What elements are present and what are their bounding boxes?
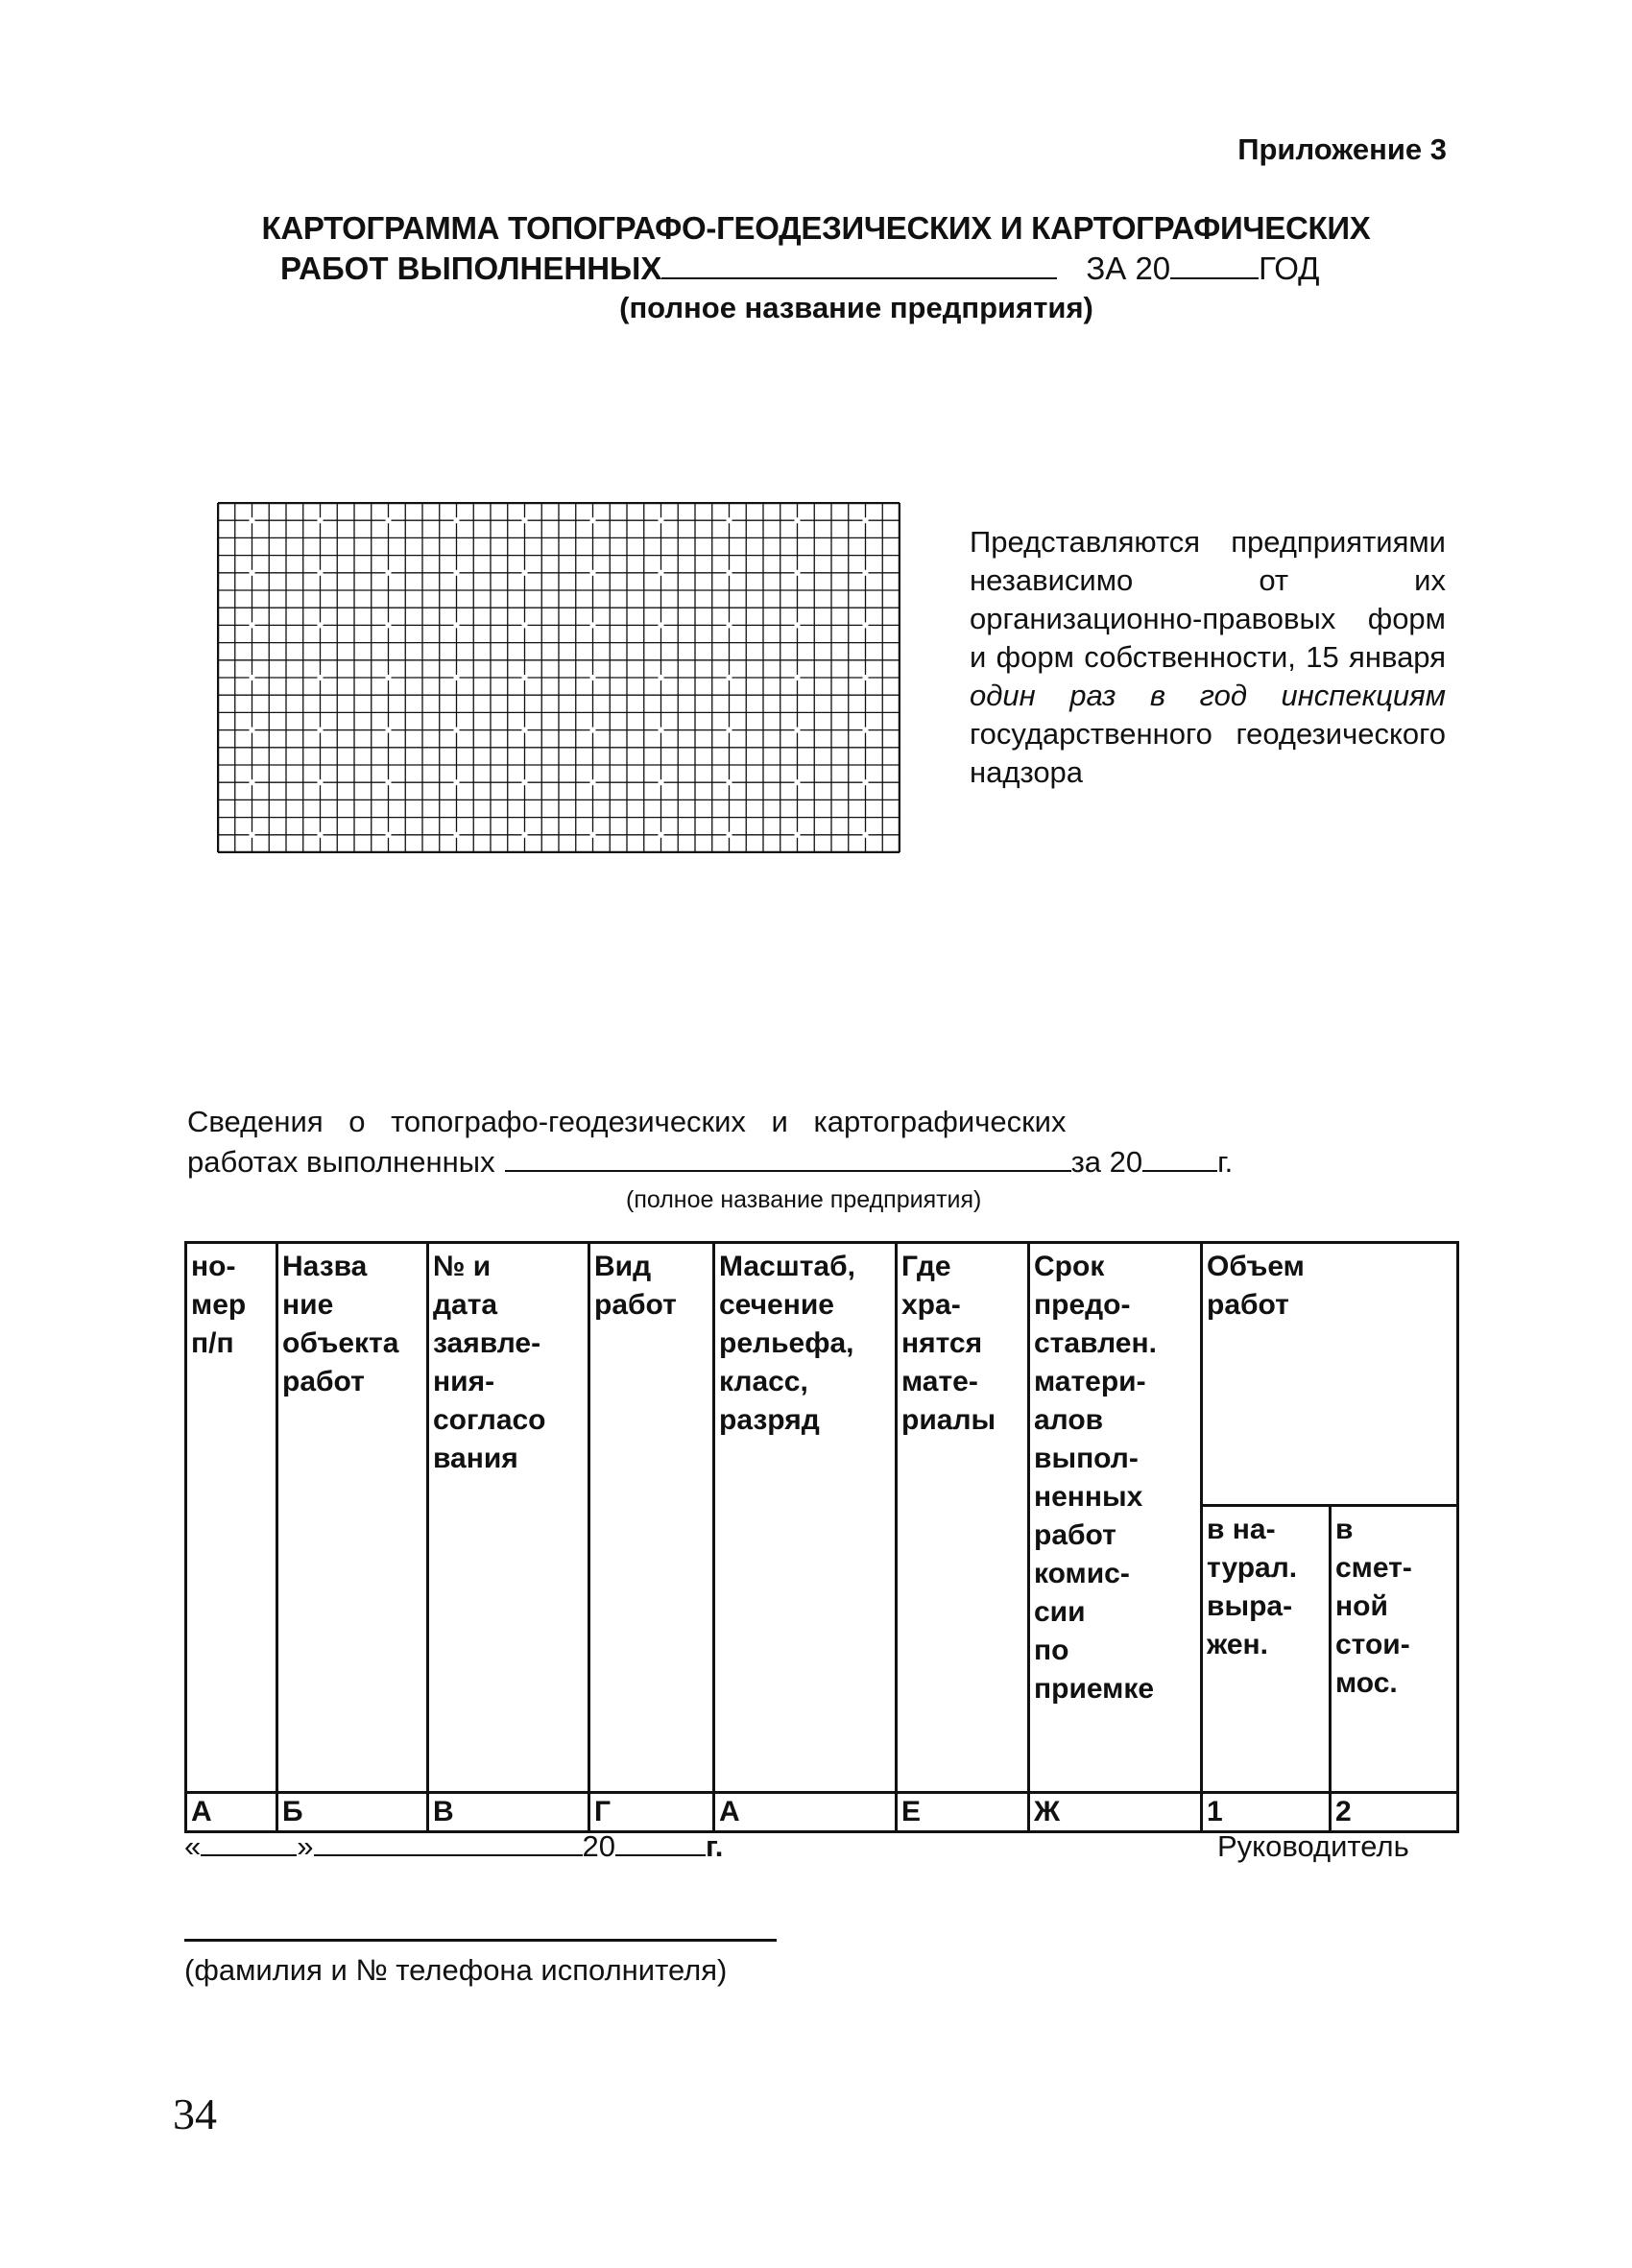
grid-cross-gap (659, 675, 664, 680)
header-cell: Назва ние объекта работ (277, 1243, 428, 1793)
title-year-suffix: ГОД (1259, 251, 1320, 286)
grid-cross-gap (795, 675, 801, 680)
grid-cross-gap (727, 832, 732, 838)
grid-cross-gap (386, 832, 392, 838)
grid-cross-gap (318, 675, 324, 680)
grid-cross-gap (454, 517, 460, 523)
column-letter: 2 (1331, 1793, 1458, 1832)
executor-caption: (фамилия и № телефона исполнителя) (184, 1953, 728, 1987)
grid-cross-gap (522, 622, 528, 628)
submission-note (970, 523, 1446, 792)
year-blank-2 (1142, 1145, 1217, 1172)
grid-cross-gap (590, 622, 596, 628)
info-prefix: работах выполненных (187, 1145, 495, 1179)
column-letter: А (714, 1793, 897, 1832)
grid-cross-gap (795, 728, 801, 733)
page-number: 34 (173, 2089, 217, 2138)
grid-cross-gap (659, 832, 664, 838)
grid-cross-gap (795, 832, 801, 838)
grid-cross-gap (522, 517, 528, 523)
grid-cross-gap (590, 832, 596, 838)
grid-cross-gap (250, 832, 255, 838)
executor-signature-line (184, 1939, 777, 1942)
grid-cross-gap (250, 622, 255, 628)
column-letter: В (428, 1793, 589, 1832)
grid-cross-gap (659, 728, 664, 733)
note-part1: Представляются предприятиями независимо от их организационно-правовых форм и форм собственности, 15 января (970, 525, 1446, 674)
column-letter: Г (589, 1793, 714, 1832)
title-prefix: РАБОТ ВЫПОЛНЕННЫХ (280, 251, 662, 286)
grid-cross-gap (454, 832, 460, 838)
grid-cross-gap (454, 728, 460, 733)
grid-cross-gap (318, 517, 324, 523)
grid-cross-gap (386, 728, 392, 733)
grid-cross-gap (795, 622, 801, 628)
grid-cross-gap (590, 728, 596, 733)
grid-cross-gap (522, 675, 528, 680)
grid-cross-gap (454, 570, 460, 576)
grid-cross-gap (386, 675, 392, 680)
grid-cross-gap (863, 779, 869, 785)
grid-cross-gap (318, 832, 324, 838)
grid-cross-gap (250, 728, 255, 733)
header-cell: Срок предо- ставлен. матери- алов выпол- ненных работ комис- сии по приемке (1029, 1243, 1202, 1793)
note-part3: государственного геодезического надзора (970, 717, 1446, 789)
date-line: « » 20 г. (184, 1829, 724, 1863)
info-line2 (187, 1145, 1233, 1180)
info-subcaption: (полное название предприятия) (626, 1186, 982, 1213)
grid-cross-gap (795, 570, 801, 576)
grid-cross-gap (727, 728, 732, 733)
grid-cross-gap (522, 570, 528, 576)
cartogram-grid (217, 502, 900, 853)
column-letter: А (186, 1793, 277, 1832)
grid-cross-gap (795, 517, 801, 523)
year-blank (1170, 251, 1259, 279)
grid-cross-gap (590, 517, 596, 523)
grid-cross-gap (659, 622, 664, 628)
title-year-prefix: ЗА 20 (1086, 251, 1171, 286)
month-blank (314, 1831, 583, 1856)
year-blank-3 (615, 1831, 706, 1856)
header-cell: Вид работ (589, 1243, 714, 1793)
grid-cross-gap (727, 675, 732, 680)
grid-cross-gap (863, 622, 869, 628)
grid-cross-gap (318, 570, 324, 576)
grid-cross-gap (386, 622, 392, 628)
info-year-prefix: за 20 (1070, 1145, 1143, 1179)
grid-cross-gap (863, 728, 869, 733)
info-year-suffix: г. (1217, 1145, 1234, 1179)
grid-cross-gap (727, 622, 732, 628)
title-subcaption: (полное название предприятия) (619, 291, 1093, 324)
company-name-blank (661, 251, 1057, 279)
grid-cross-gap (659, 517, 664, 523)
grid-cross-gap (727, 570, 732, 576)
grid-cross-gap (590, 570, 596, 576)
grid-cross-gap (454, 779, 460, 785)
subheader-cell: в на- турал. выра- жен. (1202, 1506, 1331, 1793)
grid-cross-gap (863, 570, 869, 576)
grid-cross-gap (590, 779, 596, 785)
column-letter: Е (897, 1793, 1029, 1832)
grid-cross-gap (727, 779, 732, 785)
grid-cross-gap (590, 675, 596, 680)
subheader-cell: в смет- ной стои- мос. (1331, 1506, 1458, 1793)
column-letter: Б (277, 1793, 428, 1832)
grid-cross-gap (795, 779, 801, 785)
grid-cross-gap (250, 517, 255, 523)
day-blank (201, 1831, 297, 1856)
column-letter: Ж (1029, 1793, 1202, 1832)
grid-cross-gap (522, 779, 528, 785)
info-heading: Сведения о топографо-геодезических и картографических (187, 1105, 1067, 1138)
grid-cross-gap (727, 517, 732, 523)
grid-cross-gap (522, 728, 528, 733)
header-cell: Где хра- нятся мате- риалы (897, 1243, 1029, 1793)
grid-cross-gap (318, 622, 324, 628)
company-name-blank-2 (505, 1145, 1071, 1172)
header-cell: Масштаб, сечение рельефа, класс, разряд (714, 1243, 897, 1793)
grid-cross-gap (863, 832, 869, 838)
note-part2: один раз в год инспекциям (970, 679, 1446, 712)
appendix-label: Приложение 3 (1237, 132, 1447, 166)
grid-cross-gap (659, 779, 664, 785)
grid-cross-gap (863, 517, 869, 523)
head-signature-label: Руководитель (1217, 1829, 1409, 1863)
grid-cross-gap (250, 779, 255, 785)
grid-cross-gap (454, 675, 460, 680)
document-title: КАРТОГРАММА ТОПОГРАФО-ГЕОДЕЗИЧЕСКИХ И КАРТОГРАФИЧЕСКИХ (261, 210, 1371, 246)
grid-cross-gap (250, 675, 255, 680)
header-cell: но- мер п/п (186, 1243, 277, 1793)
grid-cross-gap (250, 570, 255, 576)
grid-cross-gap (386, 517, 392, 523)
grid-cross-gap (318, 779, 324, 785)
grid-cross-gap (863, 675, 869, 680)
grid-cross-gap (454, 622, 460, 628)
grid-cross-gap (659, 570, 664, 576)
header-cell: № и дата заявле- ния- согласо вания (428, 1243, 589, 1793)
grid-cross-gap (386, 779, 392, 785)
grid-cross-gap (522, 832, 528, 838)
header-cell-volume: Объем работ (1202, 1243, 1458, 1506)
document-title-line2 (280, 251, 1319, 287)
grid-cross-gap (318, 728, 324, 733)
grid-cross-gap (386, 570, 392, 576)
column-letter: 1 (1202, 1793, 1331, 1832)
works-table (184, 1241, 1459, 1833)
